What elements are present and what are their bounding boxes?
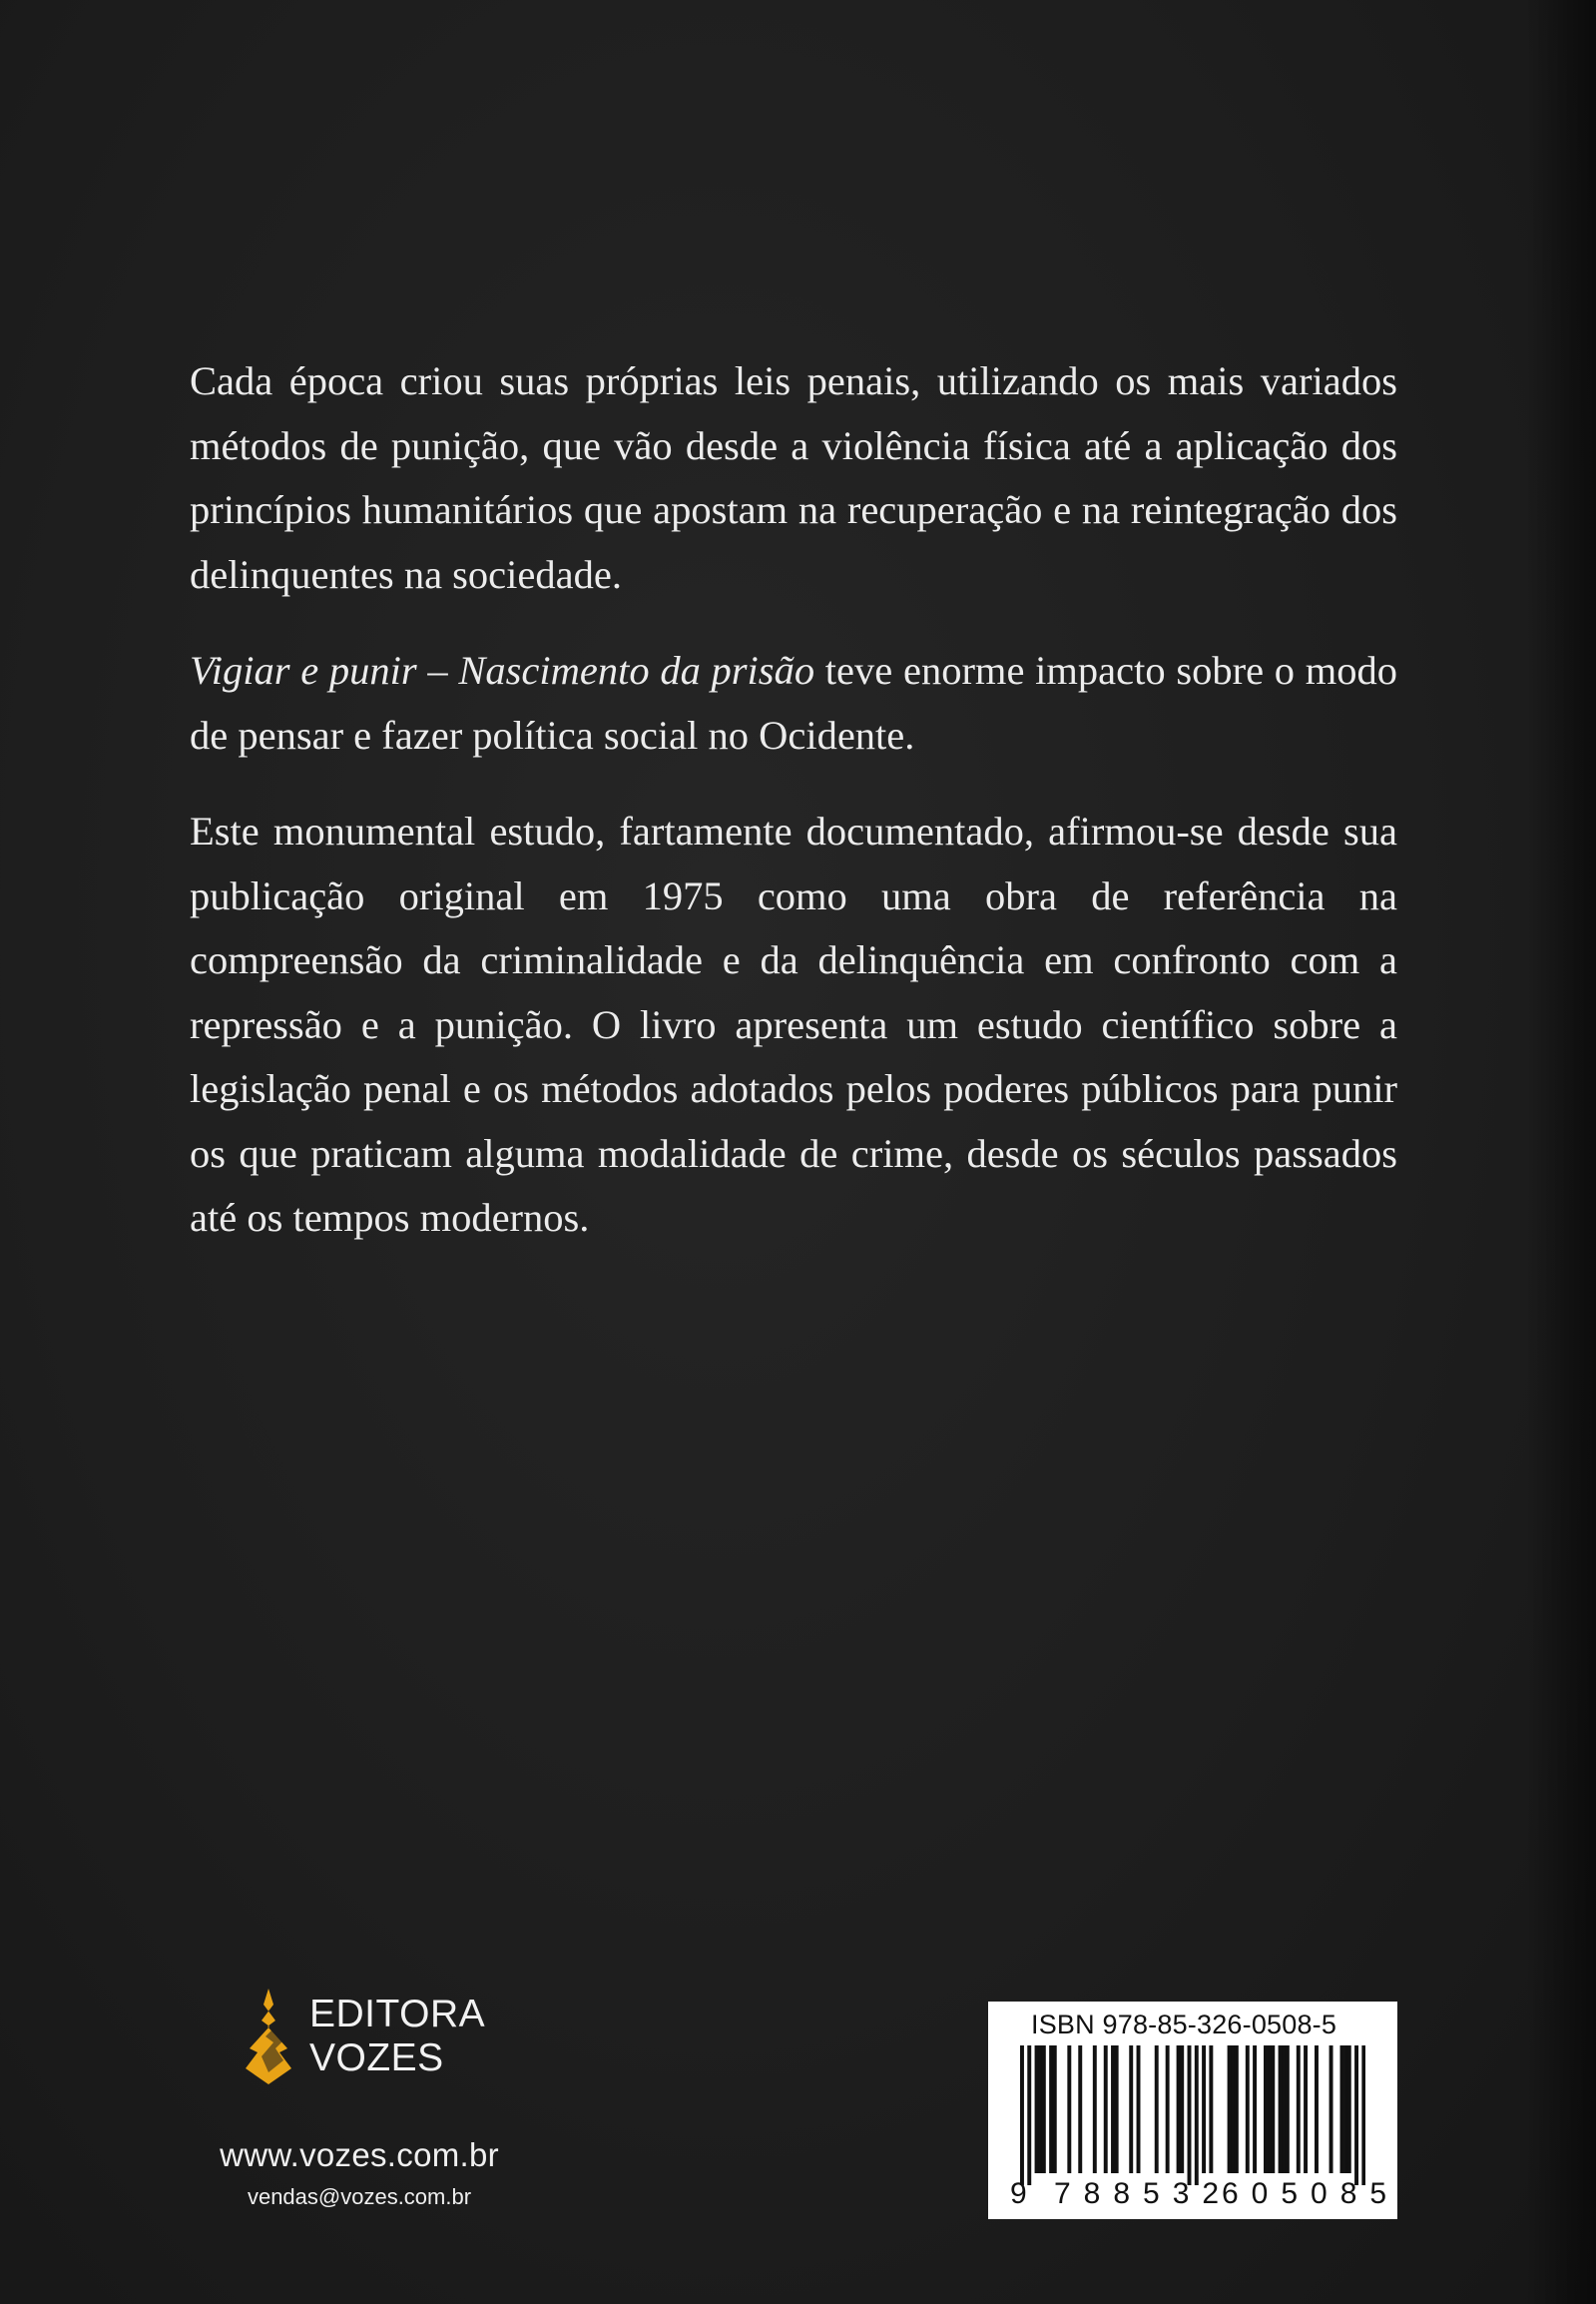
barcode-bar [1304, 2045, 1308, 2173]
barcode-digits [1010, 2177, 1400, 2211]
blurb-paragraph-2 [190, 639, 1397, 768]
barcode-bar [1166, 2045, 1170, 2173]
publisher-name-line2: VOZES [309, 2036, 444, 2079]
barcode-bars [1020, 2045, 1365, 2185]
barcode-digits-left: 788532 [1054, 2177, 1233, 2210]
blurb-paragraph-2-rest: teve enorme impacto sobre o modo de pensar e fazer política social no Ocidente. [190, 648, 1397, 758]
barcode-bar [1078, 2045, 1082, 2173]
barcode-guard-bar [1354, 2045, 1358, 2185]
publisher-name [309, 1993, 485, 2080]
barcode-bar [1202, 2045, 1206, 2173]
barcode-digit-first: 9 [1010, 2177, 1027, 2210]
barcode-bar [1235, 2045, 1239, 2173]
barcode-bar [1053, 2045, 1057, 2173]
barcode-bar [1279, 2045, 1283, 2173]
barcode-bar [1246, 2045, 1250, 2173]
barcode-bar [1177, 2045, 1181, 2173]
barcode-bar [1315, 2045, 1319, 2173]
barcode-digits-right: 605085 [1222, 2177, 1400, 2210]
publisher-logo [240, 1987, 485, 2086]
barcode-bar [1264, 2045, 1268, 2173]
isbn-barcode [988, 2002, 1400, 2219]
isbn-label: ISBN 978-85-326-0508-5 [1031, 2010, 1337, 2039]
barcode-bar [1268, 2045, 1272, 2173]
barcode-bar [1137, 2045, 1141, 2173]
blurb-paragraph-3: Este monumental estudo, fartamente documentado, afirmou-se desde sua publicação original em 1975 como uma obra de referência na compreensão da criminalidade e da delinquência em confronto com a repressão e a punição. O livro apresenta um estudo científico sobre a legislação penal e os métodos adotados pelos poderes públicos para punir os que praticam alguma modalidade de crime, desde os séculos passados até os tempos modernos. [190, 809, 1397, 1240]
barcode-bar [1038, 2045, 1042, 2173]
barcode-bar [1271, 2045, 1275, 2173]
barcode-guard-bar [1195, 2045, 1199, 2185]
publisher-name-line1: EDITORA [309, 1993, 486, 2035]
barcode-bar [1253, 2045, 1257, 2173]
barcode-guard-bar [1020, 2045, 1024, 2185]
barcode-bar [1115, 2045, 1119, 2173]
book-title-italic: Vigiar e punir – Nascimento da prisão [190, 648, 815, 693]
barcode-bar [1340, 2045, 1344, 2173]
barcode-bar [1343, 2045, 1347, 2173]
barcode-bar [1093, 2045, 1097, 2173]
barcode-bar [1180, 2045, 1184, 2173]
back-cover-blurb [190, 349, 1397, 1283]
barcode-bar [1035, 2045, 1039, 2173]
barcode-bar [1231, 2045, 1235, 2173]
email-link[interactable]: vendas@vozes.com.br [247, 2184, 472, 2209]
barcode-bar [1129, 2045, 1133, 2173]
barcode-guard-bar [1027, 2045, 1031, 2185]
barcode-bar [1330, 2045, 1333, 2173]
barcode-bar [1282, 2045, 1286, 2173]
publisher-contact [190, 2134, 529, 2214]
barcode-bar [1209, 2045, 1213, 2173]
spine-shadow [1526, 0, 1596, 2304]
barcode-bar [1347, 2045, 1351, 2173]
barcode-bar [1228, 2045, 1232, 2173]
website-link[interactable]: www.vozes.com.br [220, 2136, 499, 2173]
barcode-bar [1104, 2045, 1108, 2173]
barcode-bar [1111, 2045, 1115, 2173]
barcode-bar [1155, 2045, 1159, 2173]
barcode-guard-bar [1361, 2045, 1365, 2185]
barcode-bar [1042, 2045, 1046, 2173]
barcode-guard-bar [1188, 2045, 1192, 2185]
barcode-bar [1049, 2045, 1053, 2173]
barcode-bar [1297, 2045, 1301, 2173]
barcode-bar [1286, 2045, 1290, 2173]
barcode-bar [1067, 2045, 1071, 2173]
blurb-paragraph-1: Cada época criou suas próprias leis penais, utilizando os mais variados métodos de punição, que vão desde a violência física até a aplicação dos princípios humanitários que apostam na recuperação e na reintegração dos delinquentes na sociedade. [190, 358, 1397, 597]
vozes-flame-logo-icon [240, 1987, 297, 2086]
